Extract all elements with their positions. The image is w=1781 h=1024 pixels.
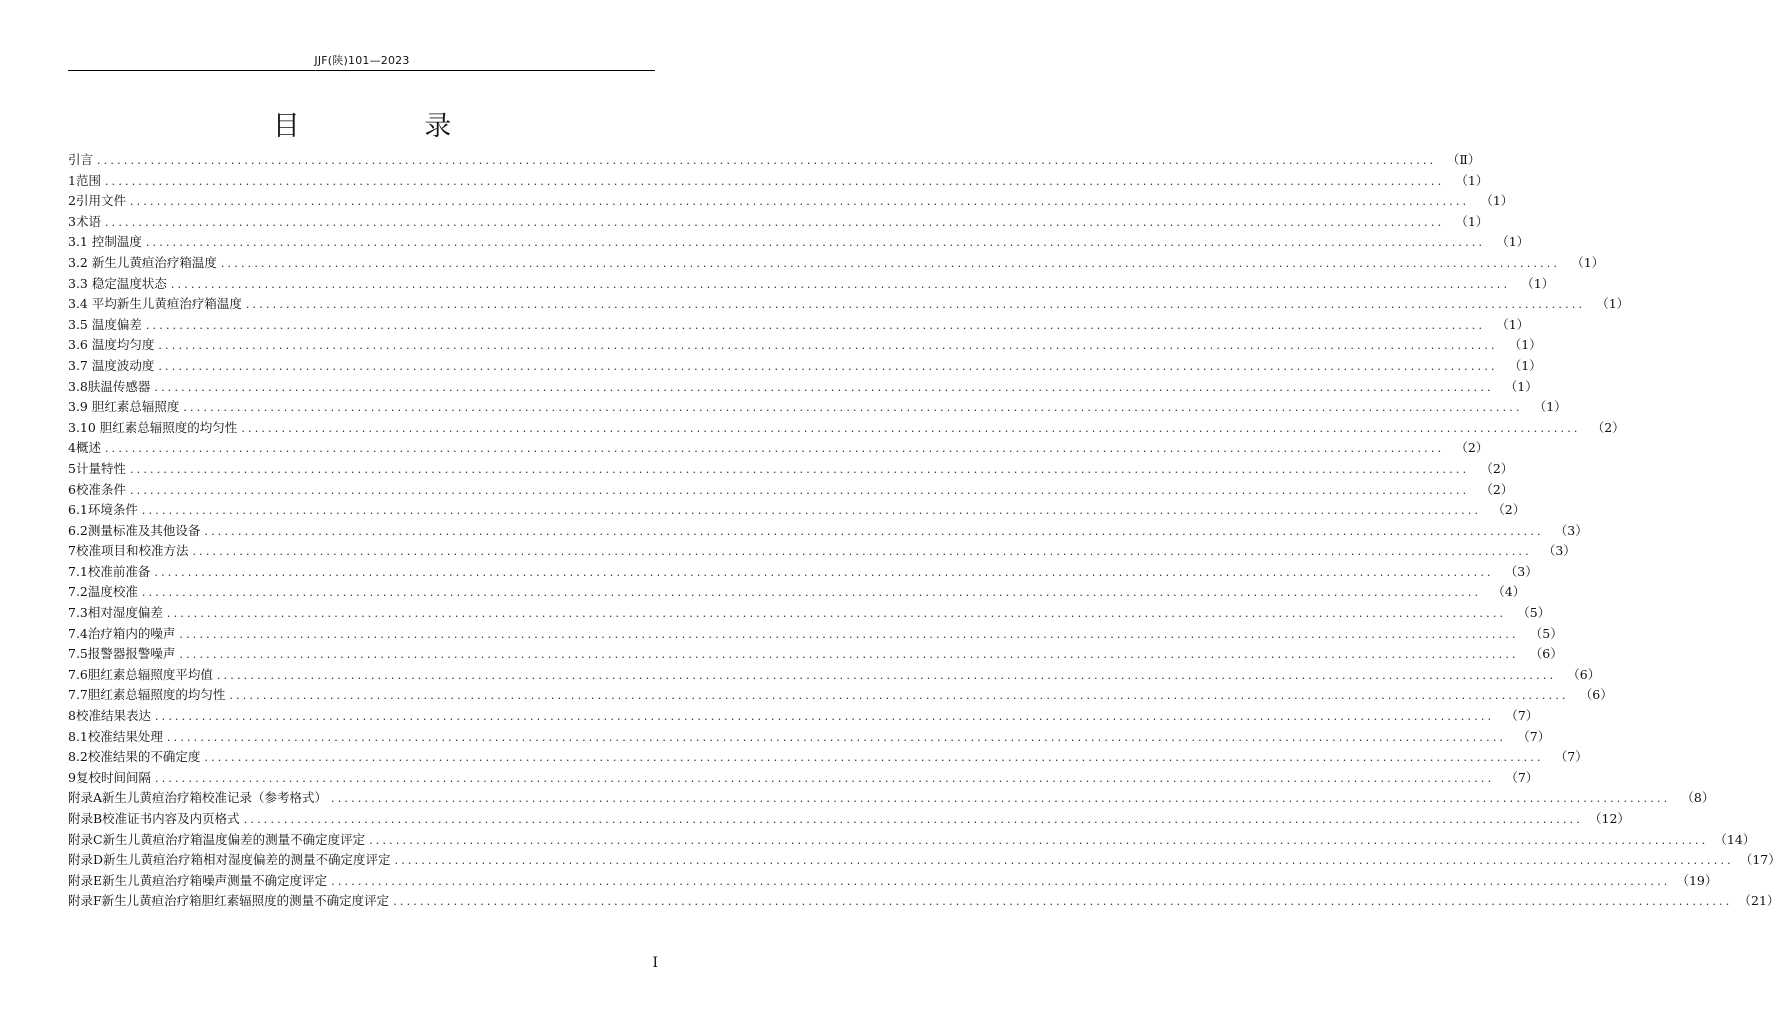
- page-title: 目 录: [272, 111, 510, 142]
- toc-entry[interactable]: [68, 253, 1605, 274]
- toc-entry-label: 附录F新生儿黄疸治疗箱胆红素辐照度的测量不确定度评定: [68, 893, 390, 909]
- toc-entry-label: 7.4治疗箱内的噪声: [68, 625, 176, 641]
- toc-entry[interactable]: [68, 891, 1780, 912]
- toc-dot-leader: ........................................................................................................................................................................................................: [154, 380, 1494, 394]
- header-rule: [68, 70, 655, 71]
- toc-entry-page: （12）: [1589, 811, 1630, 826]
- toc-entry-page: （1）: [1455, 213, 1489, 229]
- toc-dot-leader: ........................................................................................................................................................................................................: [97, 154, 1437, 167]
- toc-entry[interactable]: [68, 768, 1539, 789]
- toc-entry-label: 附录C新生儿黄疸治疗箱温度偏差的测量不确定度评定: [68, 831, 366, 847]
- toc-entry-label: 8.2校准结果的不确定度: [68, 749, 201, 765]
- toc-entry-page: （1）: [1496, 316, 1530, 332]
- toc-entry[interactable]: [68, 294, 1630, 315]
- toc-entry-label: 7.3相对湿度偏差: [68, 605, 163, 621]
- toc-entry[interactable]: [68, 541, 1576, 562]
- toc-entry-label: 3.4 平均新生儿黄疸治疗箱温度: [68, 296, 242, 312]
- toc-entry-label: 3.8肤温传感器: [68, 378, 151, 394]
- toc-entry-label: 3.10 胆红素总辐照度的均匀性: [68, 419, 238, 435]
- toc-entry-label: 3.1 控制温度: [68, 234, 142, 250]
- toc-entry-label: 7.5报警器报警噪声: [68, 646, 176, 662]
- toc-entry-label: 1范围: [68, 172, 101, 188]
- toc-entry[interactable]: [68, 871, 1718, 892]
- toc-entry-page: （1）: [1596, 296, 1630, 312]
- toc-entry-label: 4概述: [68, 440, 101, 456]
- toc-dot-leader: ........................................................................................................................................................................................................: [170, 277, 1511, 291]
- toc-entry-label: 8.1校准结果处理: [68, 728, 163, 744]
- toc-dot-leader: ........................................................................................................................................................................................................: [104, 442, 1445, 456]
- toc-entry[interactable]: [68, 377, 1538, 398]
- toc-entry-page: （6）: [1529, 646, 1563, 662]
- toc-entry-page: （Ⅱ）: [1446, 152, 1481, 167]
- toc-dot-leader: ........................................................................................................................................................................................................: [166, 607, 1507, 621]
- toc-dot-leader: ........................................................................................................................................................................................................: [158, 339, 1498, 353]
- toc-entry[interactable]: [68, 438, 1489, 459]
- toc-dot-leader: ........................................................................................................................................................................................................: [179, 627, 1519, 641]
- toc-dot-leader: ........................................................................................................................................................................................................: [204, 524, 1544, 538]
- toc-dot-leader: ........................................................................................................................................................................................................: [220, 256, 1561, 270]
- toc-entry-page: （14）: [1714, 831, 1756, 847]
- toc-entry-page: （21）: [1738, 893, 1780, 909]
- toc-entry-label: 附录A新生儿黄疸治疗箱校准记录（参考格式）: [68, 790, 328, 806]
- toc-entry-page: （3）: [1554, 522, 1588, 538]
- toc-entry[interactable]: [68, 150, 1481, 171]
- toc-entry[interactable]: [68, 356, 1542, 377]
- toc-entry-label: 7.2温度校准: [68, 584, 138, 600]
- toc-entry-label: 8校准结果表达: [68, 708, 151, 724]
- toc-entry-label: 3.5 温度偏差: [68, 316, 142, 332]
- toc-dot-leader: ........................................................................................................................................................................................................: [245, 298, 1586, 312]
- toc-entry-label: 3术语: [68, 213, 101, 229]
- toc-entry-label: 引言: [68, 152, 94, 167]
- toc-entry[interactable]: [68, 706, 1539, 727]
- toc-dot-leader: ........................................................................................................................................................................................................: [104, 174, 1445, 188]
- toc-dot-leader: ........................................................................................................................................................................................................: [229, 689, 1569, 703]
- toc-entry-page: （2）: [1591, 419, 1625, 435]
- toc-entry[interactable]: [68, 335, 1542, 356]
- toc-entry-label: 7.6胆红素总辐照度平均值: [68, 666, 213, 682]
- toc-entry-label: 6.2测量标准及其他设备: [68, 522, 201, 538]
- toc-entry-page: （2）: [1480, 481, 1514, 497]
- toc-entry-label: 3.2 新生儿黄疸治疗箱温度: [68, 254, 217, 270]
- toc-entry-label: 3.3 稳定温度状态: [68, 275, 167, 291]
- toc-entry-label: 7.1校准前准备: [68, 563, 151, 579]
- toc-entry-page: （6）: [1579, 687, 1613, 703]
- toc-entry-label: 6校准条件: [68, 481, 126, 497]
- toc-entry-label: 附录B校准证书内容及内页格式: [68, 811, 240, 826]
- toc-entry-label: 7校准项目和校准方法: [68, 543, 189, 559]
- toc-entry[interactable]: [68, 459, 1514, 480]
- toc-entry-page: （1）: [1533, 399, 1567, 415]
- toc-dot-leader: ........................................................................................................................................................................................................: [129, 483, 1470, 497]
- toc-entry[interactable]: [68, 665, 1601, 686]
- toc-entry[interactable]: [68, 562, 1538, 583]
- toc-entry[interactable]: [68, 171, 1489, 192]
- toc-entry-page: （7）: [1505, 708, 1539, 724]
- toc-entry[interactable]: [68, 582, 1526, 603]
- toc-dot-leader: ........................................................................................................................................................................................................: [393, 895, 1733, 909]
- toc-entry-page: （2）: [1455, 440, 1489, 456]
- toc-entry[interactable]: [68, 274, 1555, 295]
- toc-entry[interactable]: [68, 830, 1756, 851]
- toc-entry-label: 附录D新生儿黄疸治疗箱相对湿度偏差的测量不确定度评定: [68, 852, 391, 868]
- toc-entry[interactable]: [68, 788, 1715, 809]
- toc-dot-leader: ........................................................................................................................................................................................................: [129, 195, 1470, 209]
- toc-entry[interactable]: [68, 624, 1563, 645]
- toc-entry-page: （7）: [1505, 769, 1539, 785]
- toc-entry-page: （1）: [1508, 337, 1542, 353]
- toc-entry-page: （1）: [1496, 234, 1530, 250]
- toc-dot-leader: ........................................................................................................................................................................................................: [158, 359, 1498, 373]
- toc-dot-leader: ........................................................................................................................................................................................................: [179, 648, 1519, 662]
- toc-entry[interactable]: [68, 644, 1563, 665]
- toc-entry-page: （1）: [1571, 254, 1605, 270]
- toc-dot-leader: ........................................................................................................................................................................................................: [129, 462, 1470, 476]
- toc-entry[interactable]: [68, 232, 1530, 253]
- toc-dot-leader: ........................................................................................................................................................................................................: [104, 215, 1445, 229]
- toc-entry[interactable]: [68, 727, 1551, 748]
- toc-dot-leader: ........................................................................................................................................................................................................: [241, 421, 1581, 435]
- toc-entry-page: （7）: [1517, 728, 1551, 744]
- toc-entry-label: 6.1环境条件: [68, 502, 138, 518]
- toc-entry[interactable]: [68, 397, 1567, 418]
- page-number: I: [652, 955, 658, 971]
- toc-entry-page: （5）: [1529, 625, 1563, 641]
- toc-entry[interactable]: [68, 521, 1588, 542]
- toc-entry-label: 7.7胆红素总辐照度的均匀性: [68, 687, 226, 703]
- toc-entry-label: 3.7 温度波动度: [68, 357, 155, 373]
- toc-entry-label: 附录E新生儿黄疸治疗箱噪声测量不确定度评定: [68, 872, 328, 888]
- toc-entry[interactable]: [68, 685, 1613, 706]
- toc-entry[interactable]: [68, 500, 1526, 521]
- toc-entry-page: （1）: [1455, 172, 1489, 188]
- toc-entry-page: （2）: [1492, 502, 1526, 518]
- toc-entry-page: （19）: [1676, 872, 1718, 888]
- toc-entry-page: （1）: [1504, 378, 1538, 394]
- toc-dot-leader: ........................................................................................................................................................................................................: [145, 236, 1486, 250]
- toc-entry-page: （3）: [1504, 563, 1538, 579]
- toc-dot-leader: ........................................................................................................................................................................................................: [141, 586, 1482, 600]
- toc-dot-leader: ........................................................................................................................................................................................................: [331, 792, 1671, 806]
- toc-dot-leader: ........................................................................................................................................................................................................: [166, 730, 1507, 744]
- toc-entry[interactable]: [68, 809, 1630, 830]
- toc-entry[interactable]: [68, 418, 1625, 439]
- toc-dot-leader: ........................................................................................................................................................................................................: [394, 854, 1734, 868]
- toc-entry[interactable]: [68, 191, 1514, 212]
- toc-entry-label: 9复校时间间隔: [68, 769, 151, 785]
- toc-dot-leader: ........................................................................................................................................................................................................: [331, 874, 1671, 888]
- toc-entry[interactable]: [68, 212, 1489, 233]
- table-of-contents: [68, 150, 1781, 912]
- toc-entry-label: 3.9 胆红素总辐照度: [68, 399, 180, 415]
- toc-dot-leader: ........................................................................................................................................................................................................: [154, 710, 1495, 724]
- toc-entry-page: （1）: [1480, 193, 1514, 209]
- toc-entry[interactable]: [68, 747, 1588, 768]
- toc-dot-leader: ........................................................................................................................................................................................................: [369, 833, 1709, 847]
- toc-entry-page: （5）: [1517, 605, 1551, 621]
- toc-entry-label: 5计量特性: [68, 460, 126, 476]
- toc-entry[interactable]: [68, 315, 1530, 336]
- toc-dot-leader: ........................................................................................................................................................................................................: [154, 771, 1495, 785]
- toc-entry-page: （7）: [1554, 749, 1588, 765]
- toc-entry-page: （8）: [1681, 790, 1715, 806]
- toc-entry[interactable]: [68, 850, 1781, 871]
- toc-entry-page: （2）: [1480, 460, 1514, 476]
- toc-entry-label: 3.6 温度均匀度: [68, 337, 155, 353]
- toc-entry[interactable]: [68, 480, 1514, 501]
- toc-entry-page: （17）: [1739, 852, 1781, 868]
- toc-dot-leader: ........................................................................................................................................................................................................: [141, 504, 1482, 518]
- toc-entry-page: （6）: [1567, 666, 1601, 682]
- toc-entry-page: （1）: [1508, 357, 1542, 373]
- toc-entry[interactable]: [68, 603, 1551, 624]
- toc-dot-leader: ........................................................................................................................................................................................................: [216, 668, 1557, 682]
- toc-dot-leader: ........................................................................................................................................................................................................: [183, 401, 1523, 415]
- toc-entry-label: 2引用文件: [68, 193, 126, 209]
- toc-dot-leader: ........................................................................................................................................................................................................: [192, 545, 1532, 559]
- toc-entry-page: （4）: [1492, 584, 1526, 600]
- page-header-code: JJF(陕)101—2023: [314, 54, 410, 67]
- toc-dot-leader: ........................................................................................................................................................................................................: [204, 751, 1544, 765]
- toc-dot-leader: ........................................................................................................................................................................................................: [154, 565, 1494, 579]
- toc-dot-leader: ........................................................................................................................................................................................................: [145, 318, 1486, 332]
- toc-entry-page: （1）: [1521, 275, 1555, 291]
- toc-entry-page: （3）: [1542, 543, 1576, 559]
- toc-dot-leader: ........................................................................................................................................................................................................: [243, 813, 1584, 826]
